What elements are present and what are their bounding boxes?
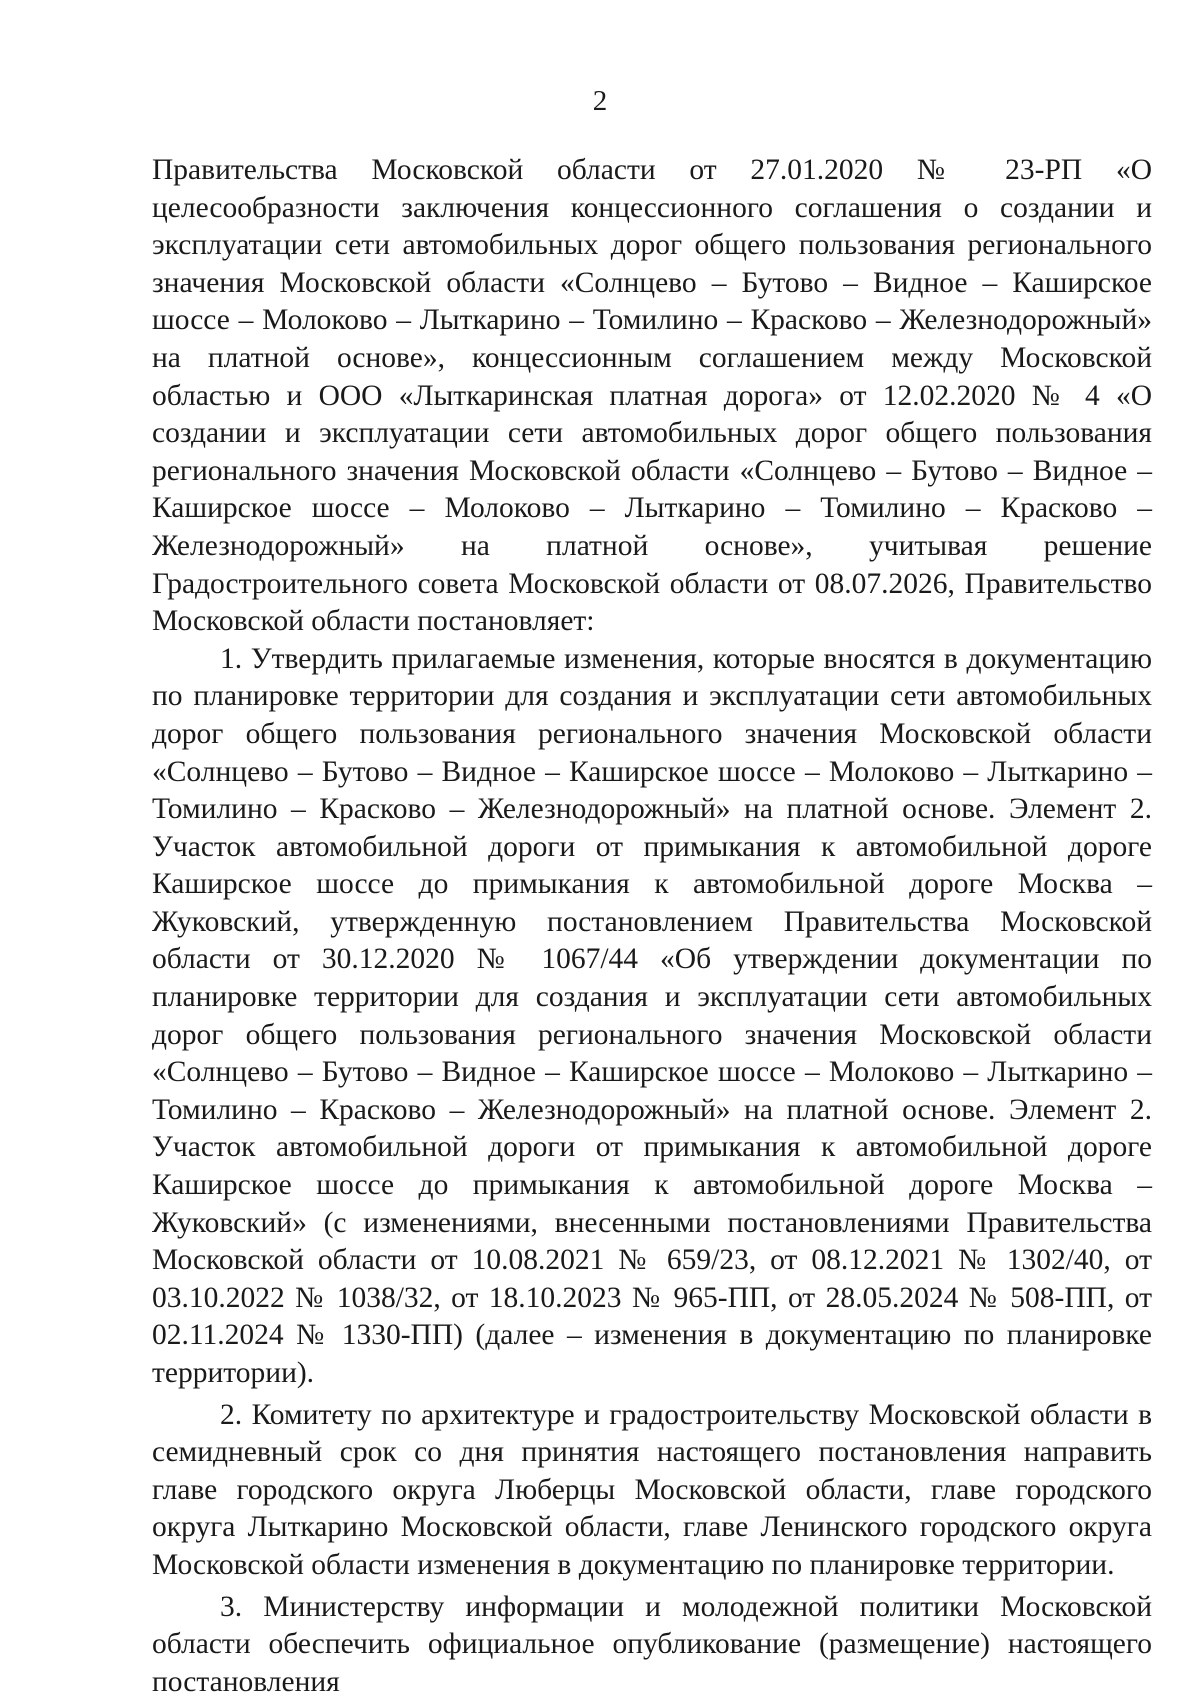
page-number: 2 [592,85,608,117]
document-body [152,152,1152,1701]
paragraph-item-2: 2. Комитету по архитектуре и градостроительству Московской области в семидневный срок со дня принятия настоящего постановления направить главе городского округа Люберцы Московской области, главе городского округа Лыткарино Московской области, главе Ленинского городского округа Московской области изменения в документацию по планировке территории. [152,1398,1152,1581]
paragraph-item-3: 3. Министерству информации и молодежной политики Московской области обеспечить официальное опубликование (размещение) настоящего постановления [152,1590,1152,1698]
paragraph-preamble-continuation: Правительства Московской области от 27.01.2020 № 23-РП «О целесообразности заключения концессионного соглашения о создании и эксплуатации сети автомобильных дорог общего пользования регионального значения Московской области «Солнцево – Бутово – Видное – Каширское шоссе – Молоково – Лыткарино – Томилино – Красково – Железнодорожный» на платной основе», концессионным соглашением между Московской областью и ООО «Лыткаринская платная дорога» от 12.02.2020 № 4 «О создании и эксплуатации сети автомобильных дорог общего пользования регионального значения Московской области «Солнцево – Бутово – Видное – Каширское шоссе – Молоково – Лыткарино – Томилино – Красково – Железнодорожный» на платной основе», учитывая решение Градостроительного совета Московской области от 08.07.2026, Правительство Московской области постановляет: [152,154,1152,638]
paragraph-item-1: 1. Утвердить прилагаемые изменения, которые вносятся в документацию по планировке территории для создания и эксплуатации сети автомобильных дорог общего пользования регионального значения Московской области «Солнцево – Бутово – Видное – Каширское шоссе – Молоково – Лыткарино – Томилино – Красково – Железнодорожный» на платной основе. Элемент 2. Участок автомобильной дороги от примыкания к автомобильной дороге Каширское шоссе до примыкания к автомобильной дороге Москва – Жуковский, утвержденную постановлением Правительства Московской области от 30.12.2020 № 1067/44 «Об утверждении документации по планировке территории для создания и эксплуатации сети автомобильных дорог общего пользования регионального значения Московской области «Солнцево – Бутово – Видное – Каширское шоссе – Молоково – Лыткарино – Томилино – Красково – Железнодорожный» на платной основе. Элемент 2. Участок автомобильной дороги от примыкания к автомобильной дороге Каширское шоссе до примыкания к автомобильной дороге Москва – Жуковский» (с изменениями, внесенными постановлениями Правительства Московской области от 10.08.2021 № 659/23, от 08.12.2021 № 1302/40, от 03.10.2022 № 1038/32, от 18.10.2023 № 965-ПП, от 28.05.2024 № 508-ПП, от 02.11.2024 № 1330-ПП) (далее – изменения в документацию по планировке территории). [152,642,1152,1389]
